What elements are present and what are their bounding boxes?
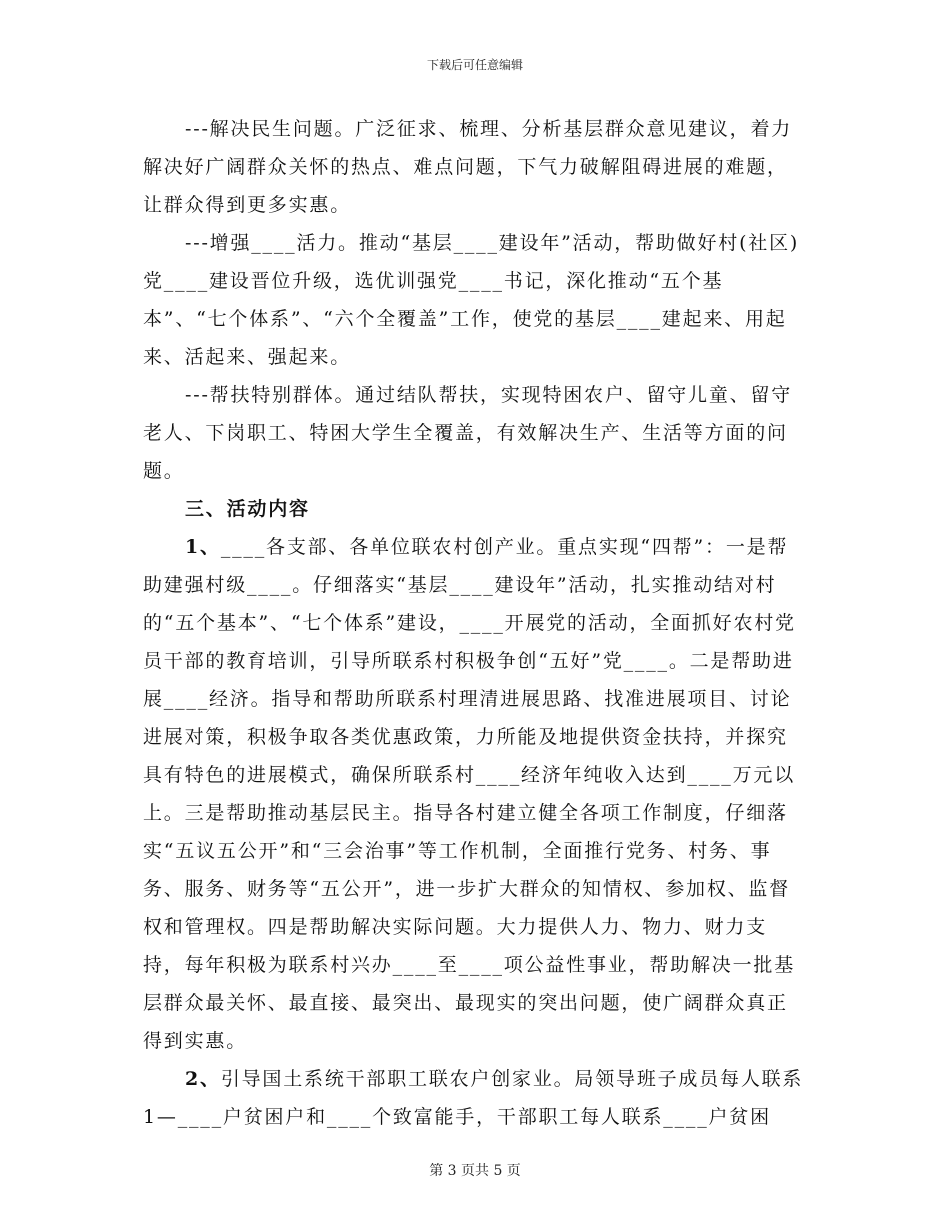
list-item-text: ____各支部、各单位联农村创产业。重点实现“四帮”：一是帮助建强村级____。仔细落实“基层____建设年”活动，扎实推动结对村的“五个基本”、“七个体系”建设，____开展党的活动，全面抓好农村党员干部的教育培训，引导所联系村积极争创“五好”党____。二是帮助进展____经济。指导和帮助所联系村理清进展思路、找准进展项目、讨论进展对策，积极争取各类优惠政策，力所能及地提供资金扶持，并探究具有特色的进展模式，确保所联系村____经济年纯收入达到____万元以上。三是帮助推动基层民主。指导各村建立健全各项工作制度，仔细落实“五议五公开”和“三会治事”等工作机制，全面推行党务、村务、事务、服务、财务等“五公开”，进一步扩大群众的知情权、参加权、监督权和管理权。四是帮助解决实际问题。大力提供人力、物力、财力支持，每年积极为联系村兴办____至____项公益性事业，帮助解决一批基层群众最关怀、最直接、最突出、最现实的突出问题，使广阔群众真正得到实惠。 [143,536,796,1052]
list-item-2 [143,1060,808,1136]
list-item-number: 1、 [185,536,221,558]
document-body [143,110,808,1136]
paragraph-vitality: ---增强____活力。推动“基层____建设年”活动，帮助做好村(社区)党____建设晋位升级，选优训强党____书记，深化推动“五个基本”、“七个体系”、“六个全覆盖”工作，使党的基层____建起来、用起来、活起来、强起来。 [143,232,800,368]
list-item-text: 引导国土系统干部职工联农户创家业。局领导班子成员每人联系1—____户贫困户和____个致富能手，干部职工每人联系____户贫困 [143,1068,804,1128]
list-item-number: 2、 [185,1068,221,1090]
section-heading: 三、活动内容 [185,498,310,520]
page-header: 下载后可任意编辑 [426,58,523,72]
paragraph-special-groups: ---帮扶特别群体。通过结队帮扶，实现特困农户、留守儿童、留守老人、下岗职工、特困大学生全覆盖，有效解决生产、生活等方面的问题。 [143,384,793,482]
list-item-1 [143,528,808,1060]
paragraph-livelihood: ---解决民生问题。广泛征求、梳理、分析基层群众意见建议，着力解决好广阔群众关怀的热点、难点问题，下气力破解阻碍进展的难题，让群众得到更多实惠。 [143,118,793,216]
page-footer: 第 3 页共 5 页 [429,1163,521,1179]
